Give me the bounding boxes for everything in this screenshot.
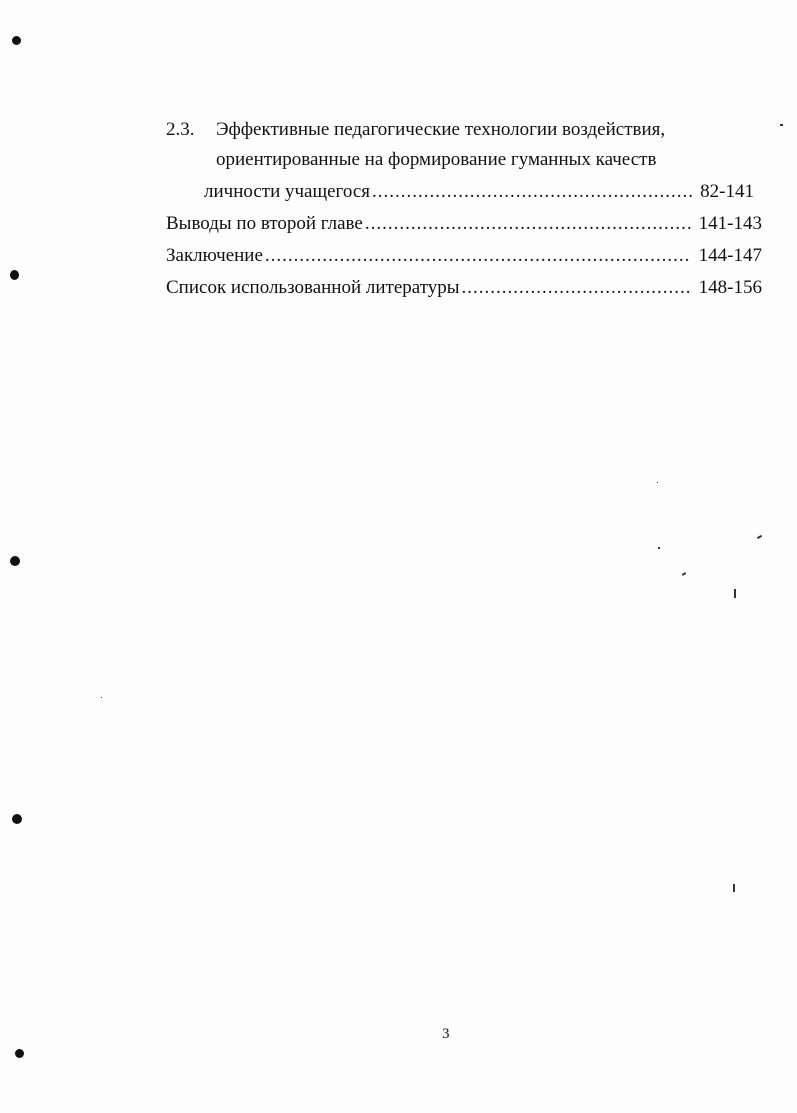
binder-hole-mark	[10, 556, 20, 566]
binder-hole-mark	[12, 36, 21, 45]
toc-entry-label: Заключение	[166, 245, 263, 266]
toc-entry-label: личности учащегося	[204, 181, 371, 202]
toc-entry-label: Список использованной литературы	[166, 277, 460, 298]
toc-entry-section-2-3	[204, 180, 754, 204]
toc-dot-leader	[365, 212, 691, 236]
toc-entry-pages: 82-141	[700, 181, 754, 202]
toc-entry-pages: 141-143	[698, 213, 762, 234]
scan-speck	[658, 547, 660, 549]
binder-hole-mark	[15, 1049, 24, 1058]
toc-dot-leader	[372, 180, 692, 204]
toc-dot-leader	[265, 244, 691, 268]
toc-entry-pages: 148-156	[698, 277, 762, 298]
scan-speck	[734, 589, 736, 598]
toc-section-number: 2.3.	[166, 119, 195, 140]
toc-dot-leader	[462, 276, 691, 300]
toc-entry-conclusion	[166, 244, 762, 268]
scan-speck	[682, 572, 686, 576]
scan-speck	[757, 535, 762, 539]
scan-speck	[657, 482, 658, 483]
toc-entry-references	[166, 276, 762, 300]
page-number: 3	[442, 1026, 450, 1042]
scan-speck	[780, 124, 783, 126]
scan-speck	[101, 697, 102, 698]
scan-speck	[733, 884, 735, 892]
toc-entry-conclusions-chapter-2	[166, 212, 762, 236]
binder-hole-mark	[10, 270, 19, 280]
toc-entry-pages: 144-147	[698, 245, 762, 266]
toc-entry-label: Выводы по второй главе	[166, 213, 363, 234]
toc-section-title-line-2: ориентированные на формирование гуманных качеств	[216, 149, 657, 170]
toc-section-title-line-1: Эффективные педагогические технологии воздействия,	[216, 119, 666, 140]
binder-hole-mark	[12, 814, 22, 824]
